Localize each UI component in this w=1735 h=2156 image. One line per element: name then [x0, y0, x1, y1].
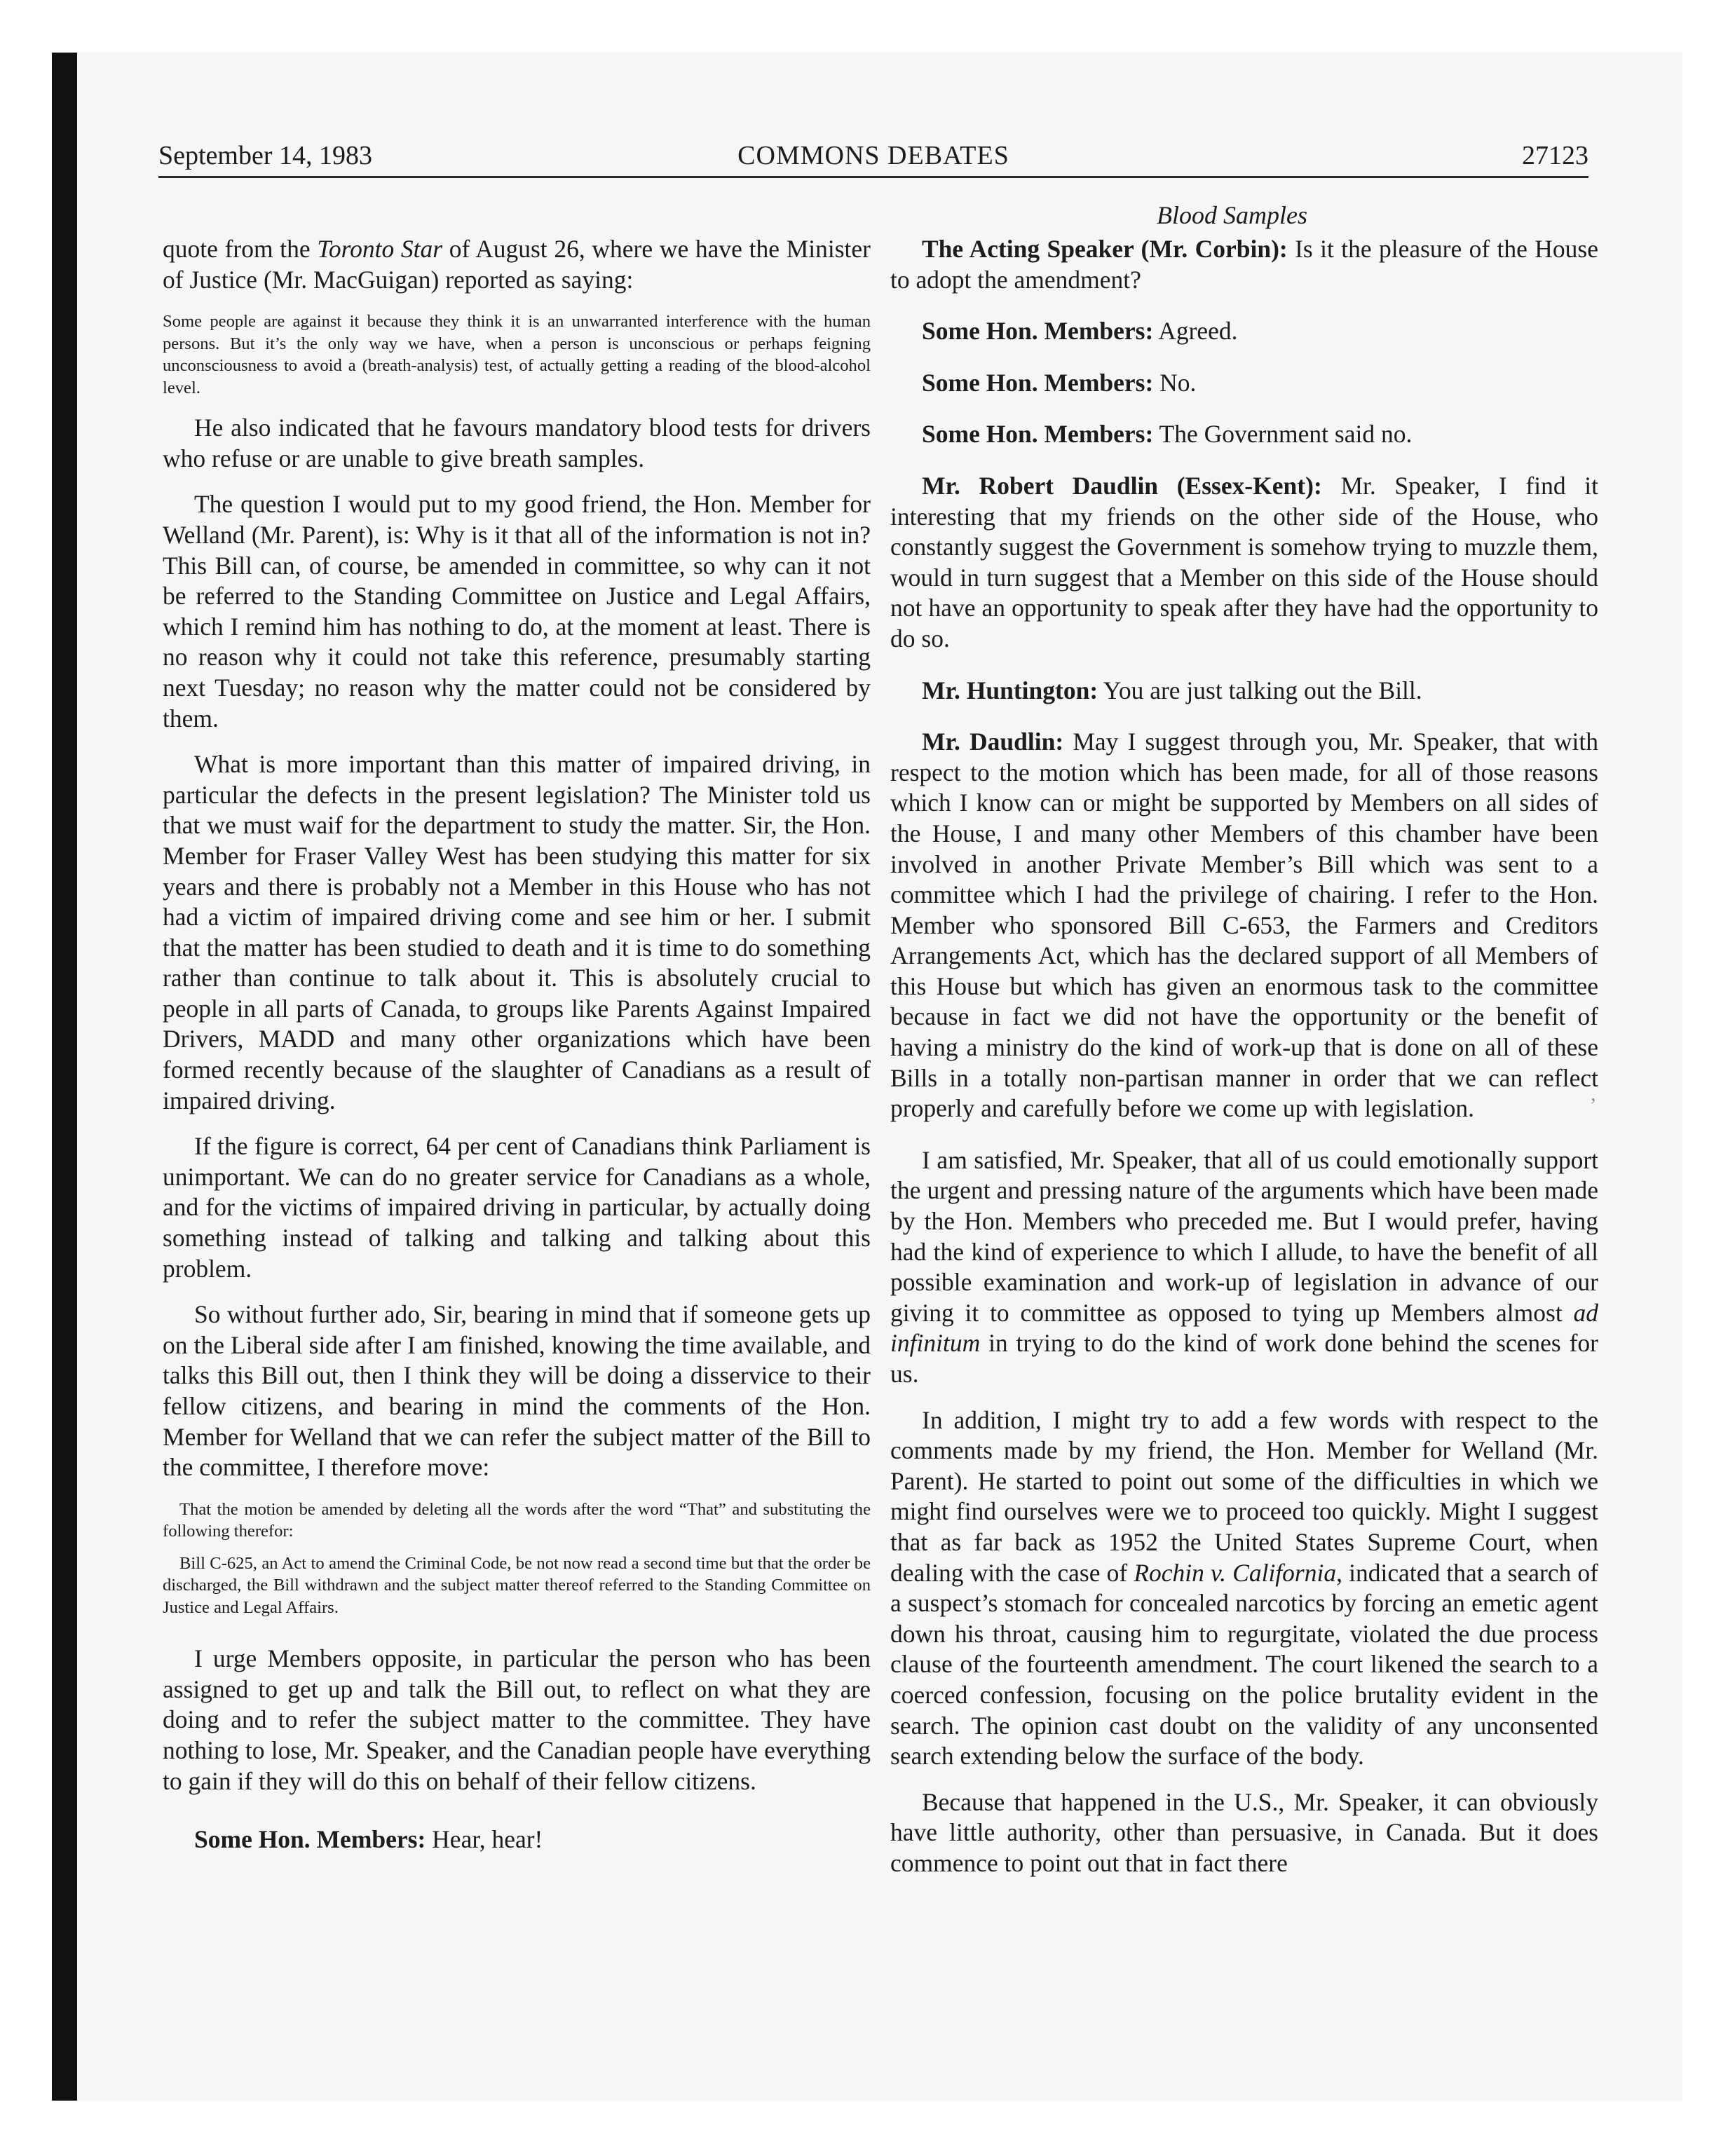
speaker-name: Some Hon. Members:: [922, 368, 1154, 397]
speaker-name: Mr. Daudlin:: [922, 728, 1064, 756]
body-paragraph: [163, 413, 871, 474]
paragraph-text: I urge Members opposite, in particular the person who has been assigned to get up and talk the Bill out, to reflect on what they are doing and to refer the subject matter to the committee. They have nothing to lose, Mr. Speaker, and the Canadian people have everything to gain if they will do this on behalf of their fellow citizens.: [163, 1644, 871, 1795]
paragraph-text: You are just talking out the Bill.: [1098, 676, 1422, 704]
paragraph-text: Is it the pleasure of the House to adopt the amendment?: [890, 235, 1598, 294]
paragraph-text: I am satisfied, Mr. Speaker, that all of us could emotionally support the urgent and pressing nature of the arguments which have been made by the Hon. Members who preceded me. But I would prefer, having had the kind of experience to which I allude, to have the benefit of all possible examination and work-up of legislation in advance of our giving it to committee as opposed to tying up Members almost: [890, 1145, 1598, 1327]
quoted-passage: [163, 1499, 871, 1543]
body-paragraph: [163, 234, 871, 295]
paragraph-text: So without further ado, Sir, bearing in mind that if someone gets up on the Liberal side after I am finished, knowing the time available, and talks this Bill out, then I think they will be doing a disservice to their fellow citizens, and bearing in mind the comments of the Hon. Member for Welland that we can refer the subject matter of the Bill to the committee, I therefore move:: [163, 1300, 871, 1482]
header-date: September 14, 1983: [158, 141, 373, 170]
speaker-paragraph: [890, 727, 1598, 1124]
speaker-paragraph: [890, 676, 1598, 707]
scan-edge-shadow: [52, 53, 77, 2101]
paragraph-text: That the motion be amended by deleting all the words after the word “That” and substituting the following therefor:: [163, 1499, 871, 1541]
quoted-passage: [163, 311, 871, 399]
speaker-paragraph: [890, 471, 1598, 655]
paragraph-text: Hear, hear!: [426, 1825, 543, 1854]
paragraph-text: He also indicated that he favours mandatory blood tests for drivers who refuse or are unable to give breath samples.: [163, 414, 871, 472]
running-head: Blood Samples: [1157, 201, 1307, 229]
left-column: [163, 234, 871, 1871]
speaker-paragraph: [890, 368, 1598, 399]
paragraph-text: The question I would put to my good friend, the Hon. Member for Welland (Mr. Parent), is: Why is it that all of the information is not in? This Bill can, of course, be amended in committee, so why can it not be referred to the Standing Committee on Justice and Legal Affairs, which I remind him has nothing to do, at the moment at least. There is no reason why it could not take this reference, presumably starting next Tuesday; no reason why the matter could not be considered by them.: [163, 490, 871, 732]
paragraph-text: Because that happened in the U.S., Mr. Speaker, it can obviously have little authority, other than persuasive, in Canada. But it does commence to point out that in fact there: [890, 1787, 1598, 1877]
header-rule: [158, 176, 1588, 178]
paragraph-text: Some people are against it because they think it is an unwarranted interference with the human persons. But it’s the only way we have, when a person is unconscious or perhaps feigning unconsciousness to avoid a (breath-analysis) test, of actually getting a reading of the blood-alcohol level.: [163, 312, 871, 397]
paragraph-text: What is more important than this matter of impaired driving, in particular the defects in the present legislation? The Minister told us that we must waif for the department to study the matter. Sir, the Hon. Member for Fraser Valley West has been studying this matter for six years and there is probably not a Member in this House who has not had a victim of impaired driving come and see him or her. I submit that the matter has been studied to death and it is time to do something rather than continue to talk about it. This is absolutely crucial to people in all parts of Canada, to groups like Parents Against Impaired Drivers, MADD and many other organizations which have been formed recently because of the slaughter of Canadians as a result of impaired driving.: [163, 750, 871, 1114]
body-paragraph: [163, 1299, 871, 1483]
header-page-number: 27123: [1522, 141, 1588, 170]
paragraph-text: No.: [1153, 368, 1197, 397]
paragraph-text: Agreed.: [1153, 317, 1238, 346]
paragraph-text: Mr. Speaker, I find it interesting that my friends on the other side of the House, who constantly suggest the Government is somehow trying to muzzle them, would in turn suggest that a Member on this side of the House should not have an opportunity to speak after they have had the opportunity to do so.: [890, 471, 1598, 653]
body-paragraph: [163, 749, 871, 1116]
body-paragraph: [890, 1145, 1598, 1390]
right-column: [890, 234, 1598, 1895]
body-paragraph: [163, 489, 871, 734]
italic-text: Toronto Star: [317, 235, 443, 263]
body-paragraph: [163, 1131, 871, 1284]
paragraph-text: in trying to do the kind of work done behind the scenes for us.: [890, 1329, 1598, 1388]
paragraph-text: May I suggest through you, Mr. Speaker, that with respect to the motion which has been made, for all of those reasons which I know can or might be supported by Members on all sides of the House, I and many other Members of this chamber have been involved in another Private Member’s Bill which was sent to a committee which I had the privilege of chairing. I refer to the Hon. Member who sponsored Bill C-653, the Farmers and Creditors Arrangements Act, which has the declared support of all Members of this House but which has given an enormous task to the committee because in fact we did not have the opportunity or the benefit of having a ministry do the kind of work-up that is done on all of these Bills in a totally non-partisan manner in order that we can reflect properly and carefully before we come up with legislation.: [890, 728, 1598, 1123]
paragraph-text: of August 26, where we have the Minister of Justice (Mr. MacGuigan) reported as saying:: [163, 235, 871, 294]
body-paragraph: [163, 1644, 871, 1796]
speaker-name: Mr. Huntington:: [922, 676, 1098, 704]
speaker-paragraph: [890, 419, 1598, 450]
speaker-name: Mr. Robert Daudlin (Essex-Kent):: [922, 471, 1322, 500]
speaker-name: The Acting Speaker (Mr. Corbin):: [922, 235, 1288, 263]
speaker-name: Some Hon. Members:: [922, 317, 1154, 346]
header-publication: COMMONS DEBATES: [737, 141, 1009, 170]
speaker-paragraph: [163, 1824, 871, 1855]
speaker-name: Some Hon. Members:: [194, 1825, 426, 1854]
body-paragraph: [890, 1787, 1598, 1879]
page-header: [158, 140, 1588, 179]
paragraph-text: If the figure is correct, 64 per cent of Canadians think Parliament is unimportant. We can do no greater service for Canadians as a whole, and for the victims of impaired driving in particular, by actually doing something instead of talking and talking and talking about this problem.: [163, 1132, 871, 1283]
italic-text: Rochin v. California: [1134, 1558, 1337, 1587]
speaker-paragraph: [890, 234, 1598, 295]
paragraph-text: quote from the: [163, 235, 318, 263]
speaker-name: Some Hon. Members:: [922, 420, 1154, 449]
paragraph-text: In addition, I might try to add a few words with respect to the comments made by my friend, the Hon. Member for Welland (Mr. Parent). He started to point out some of the difficulties in which we might find ourselves were we to proceed too quickly. Might I suggest that as far back as 1952 the United States Supreme Court, when dealing with the case of: [890, 1405, 1598, 1587]
paragraph-text: The Government said no.: [1153, 420, 1413, 449]
paragraph-text: Bill C-625, an Act to amend the Criminal Code, be not now read a second time but that the order be discharged, the Bill withdrawn and the subject matter thereof referred to the Standing Committee on Justice and Legal Affairs.: [163, 1553, 871, 1617]
italic-text: ad infinitum: [890, 1298, 1598, 1358]
paragraph-text: , indicated that a search of a suspect’s stomach for concealed narcotics by forcing an emetic agent down his throat, causing him to regurgitate, violated the due process clause of the fourteenth amendment. The court likened the search to a coerced confession, focusing on the police brutality evident in the search. The opinion cast doubt on the validity of any unconsented search extending below the surface of the body.: [890, 1558, 1599, 1770]
body-paragraph: [890, 1405, 1598, 1772]
quoted-passage: [163, 1553, 871, 1619]
margin-mark: ’: [1590, 1095, 1597, 1117]
speaker-paragraph: [890, 316, 1598, 347]
